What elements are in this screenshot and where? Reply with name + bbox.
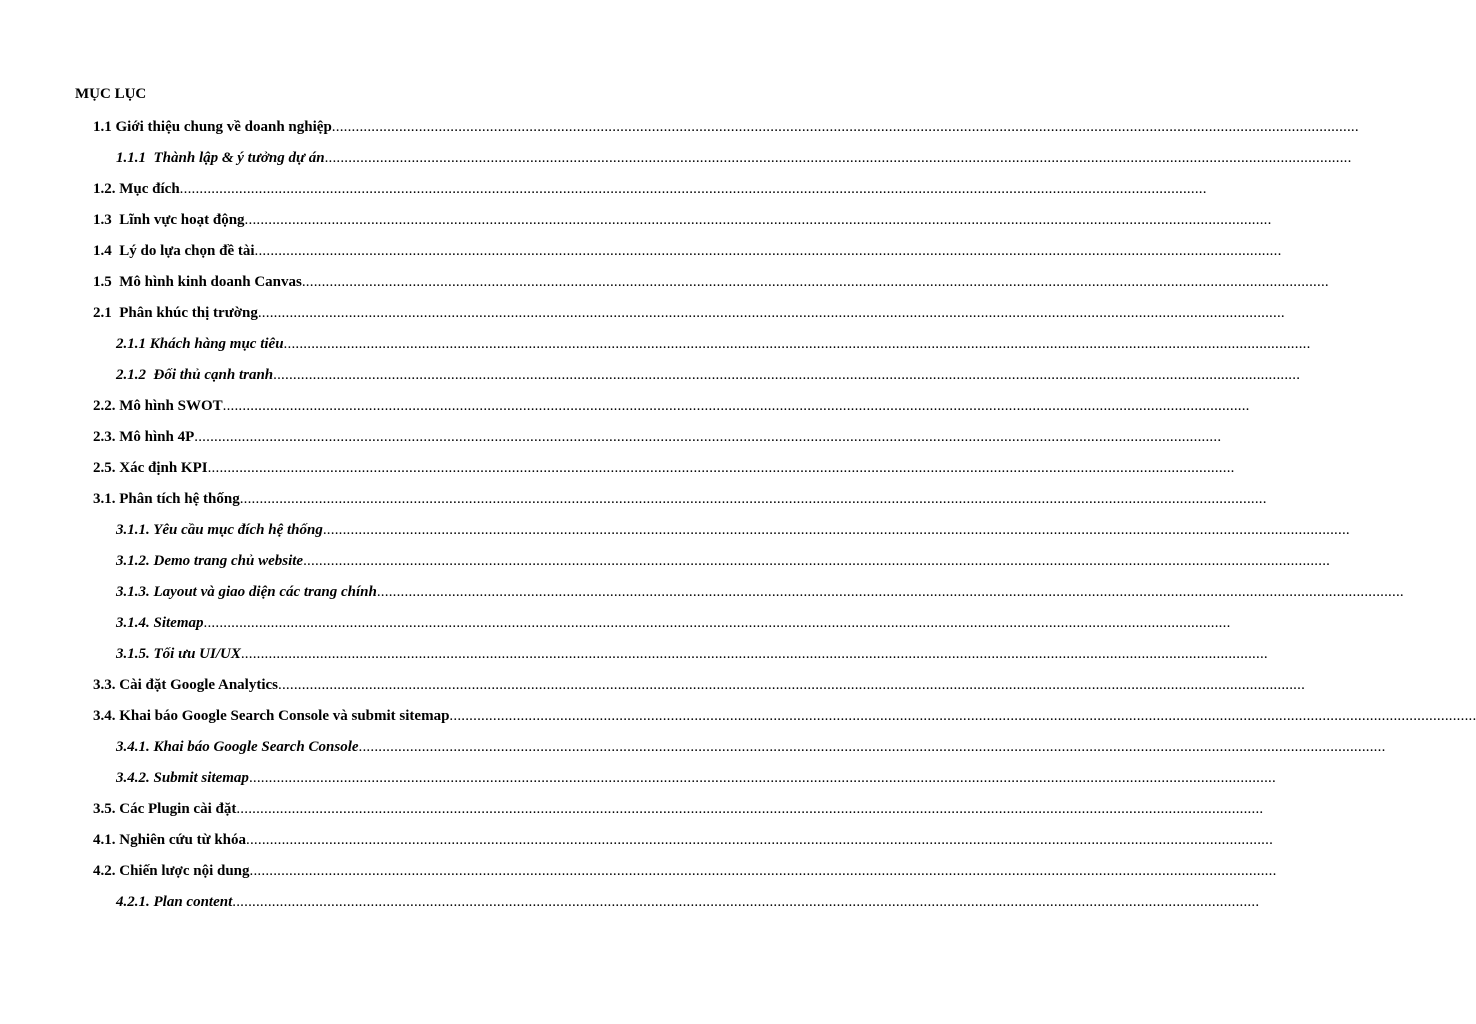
toc-entry (0, 489, 1267, 520)
toc-dot-leader: .................................................................................................................................................................................................................................................................... (249, 863, 1277, 879)
toc-dot-leader: .................................................................................................................................................................................................................................................................... (273, 367, 1301, 383)
toc-entry-label: 1.2. Mục đích (93, 181, 180, 197)
toc-entry (0, 148, 1352, 179)
toc-entry (0, 830, 1274, 861)
toc-dot-leader: .................................................................................................................................................................................................................................................................... (240, 646, 1268, 662)
toc-dot-leader: .................................................................................................................................................................................................................................................................... (278, 677, 1306, 693)
toc-entry-label: 3.4. Khai báo Google Search Console và submit sitemap (93, 708, 450, 724)
toc-entry-label: 1.4 Lý do lựa chọn đề tài (93, 243, 255, 259)
toc-dot-leader: .................................................................................................................................................................................................................................................................... (257, 305, 1285, 321)
toc-dot-leader: .................................................................................................................................................................................................................................................................... (246, 832, 1274, 848)
toc-dot-leader: .................................................................................................................................................................................................................................................................... (222, 398, 1250, 414)
toc-dot-leader: .................................................................................................................................................................................................................................................................... (254, 243, 1282, 259)
toc-entry-label: 1.5 Mô hình kinh doanh Canvas (93, 274, 302, 290)
toc-entry (0, 117, 1359, 148)
toc-entry-label: 3.5. Các Plugin cài đặt (93, 801, 237, 817)
toc-entry (0, 737, 1386, 768)
toc-entry (0, 179, 1207, 210)
toc-dot-leader: .................................................................................................................................................................................................................................................................... (248, 770, 1276, 786)
toc-dot-leader: .................................................................................................................................................................................................................................................................... (303, 553, 1331, 569)
toc-dot-leader: .................................................................................................................................................................................................................................................................... (239, 491, 1267, 507)
toc-entry-label: 3.1.4. Sitemap (116, 615, 204, 631)
toc-dot-leader: .................................................................................................................................................................................................................................................................... (449, 708, 1476, 724)
toc-title: MỤC LỤC (75, 86, 147, 102)
toc-entry (0, 799, 1264, 830)
toc-list (0, 117, 1476, 923)
toc-dot-leader: .................................................................................................................................................................................................................................................................... (322, 522, 1350, 538)
toc-entry-label: 3.1.1. Yêu cầu mục đích hệ thống (116, 522, 323, 538)
toc-entry-label: 3.3. Cài đặt Google Analytics (93, 677, 279, 693)
toc-dot-leader: .................................................................................................................................................................................................................................................................... (244, 212, 1272, 228)
toc-entry (0, 272, 1329, 303)
toc-entry (0, 675, 1306, 706)
toc-entry (0, 861, 1277, 892)
toc-dot-leader: .................................................................................................................................................................................................................................................................... (179, 181, 1207, 197)
toc-dot-leader: .................................................................................................................................................................................................................................................................... (376, 584, 1404, 600)
toc-entry (0, 365, 1301, 396)
toc-entry (0, 334, 1311, 365)
toc-dot-leader: .................................................................................................................................................................................................................................................................... (203, 615, 1231, 631)
toc-entry (0, 551, 1331, 582)
toc-entry-label: 3.1.5. Tối ưu UI/UX (116, 646, 241, 662)
toc-entry-label: 4.2. Chiến lược nội dung (93, 863, 250, 879)
toc-entry (0, 241, 1282, 272)
toc-entry (0, 613, 1231, 644)
toc-entry (0, 706, 1476, 737)
toc-entry-label: 1.1 Giới thiệu chung về doanh nghiệp (93, 119, 332, 135)
toc-entry-label: 4.2.1. Plan content (116, 894, 233, 910)
toc-entry (0, 892, 1260, 923)
toc-entry-label: 4.1. Nghiên cứu từ khóa (93, 832, 247, 848)
toc-entry (0, 303, 1285, 334)
toc-entry (0, 210, 1272, 241)
toc-dot-leader: .................................................................................................................................................................................................................................................................... (301, 274, 1329, 290)
toc-dot-leader: .................................................................................................................................................................................................................................................................... (232, 894, 1260, 910)
toc-entry-label: 2.3. Mô hình 4P (93, 429, 195, 445)
toc-entry-label: 2.1.1 Khách hàng mục tiêu (116, 336, 284, 352)
toc-dot-leader: .................................................................................................................................................................................................................................................................... (283, 336, 1311, 352)
toc-entry-label: 2.2. Mô hình SWOT (93, 398, 223, 414)
toc-entry-label: 1.1.1 Thành lập & ý tưởng dự án (116, 150, 325, 166)
toc-dot-leader: .................................................................................................................................................................................................................................................................... (236, 801, 1264, 817)
toc-entry (0, 644, 1268, 675)
toc-dot-leader: .................................................................................................................................................................................................................................................................... (358, 739, 1386, 755)
toc-entry-label: 2.5. Xác định KPI (93, 460, 208, 476)
toc-dot-leader: .................................................................................................................................................................................................................................................................... (207, 460, 1235, 476)
toc-entry-label: 1.3 Lĩnh vực hoạt động (93, 212, 245, 228)
toc-entry-label: 3.4.1. Khai báo Google Search Console (116, 739, 359, 755)
toc-entry-label: 2.1.2 Đối thủ cạnh tranh (116, 367, 274, 383)
toc-entry (0, 396, 1250, 427)
toc-entry-label: 3.1.3. Layout và giao diện các trang chính (116, 584, 377, 600)
toc-entry-label: 2.1 Phân khúc thị trường (93, 305, 258, 321)
toc-entry-label: 3.4.2. Submit sitemap (116, 770, 249, 786)
toc-entry (0, 520, 1350, 551)
toc-dot-leader: .................................................................................................................................................................................................................................................................... (324, 150, 1352, 166)
toc-entry (0, 582, 1404, 613)
toc-dot-leader: .................................................................................................................................................................................................................................................................... (331, 119, 1359, 135)
toc-entry (0, 427, 1222, 458)
toc-entry-label: 3.1. Phân tích hệ thống (93, 491, 240, 507)
toc-entry (0, 768, 1276, 799)
toc-dot-leader: .................................................................................................................................................................................................................................................................... (194, 429, 1222, 445)
toc-entry-label: 3.1.2. Demo trang chủ website (116, 553, 304, 569)
toc-entry (0, 458, 1235, 489)
